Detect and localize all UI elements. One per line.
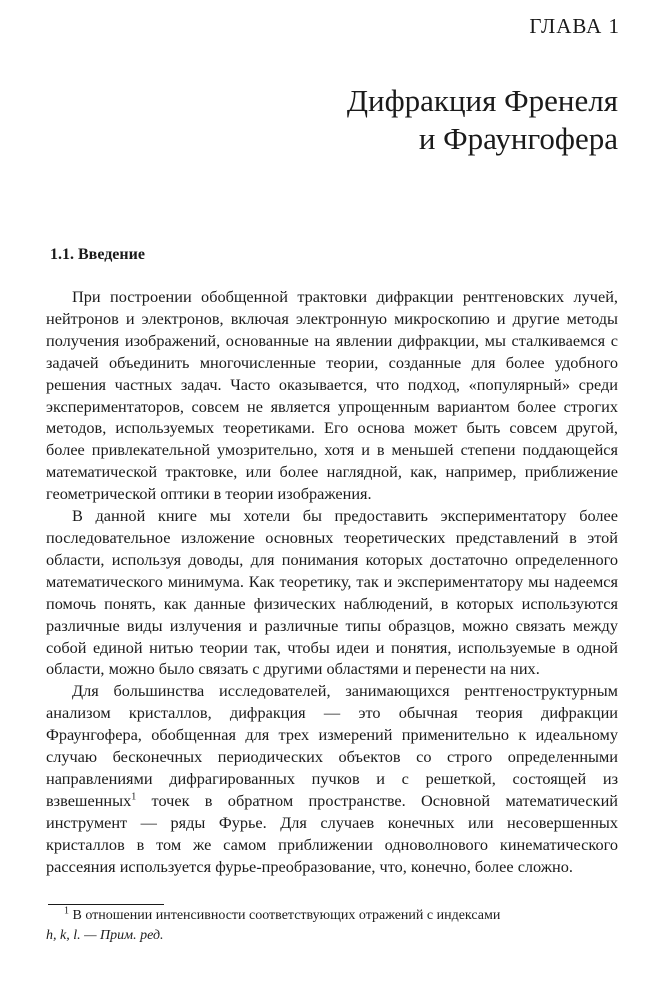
footnote-text: В отношении интенсивности соответствующих отражений с индексами [69,908,501,923]
paragraph-1: При построении обобщенной трактовки дифракции рентгеновских лучей, нейтронов и электронов, включая электронную микроскопию и другие методы получения изображений, основанные на явлении дифракции, мы сталкиваемся с задачей объединить многочисленные теории, созданные для более удобного решения частных задач. Часто оказывается, что подход, «популярный» среди экспериментаторов, совсем не является упрощенным вариантом более строгих методов, используемых теоретиками. Его основа может быть совсем другой, более привлекательной умозрительно, хотя и в меньшей степени поддающейся математической трактовке, или более наглядной, как, например, приближение геометрической оптики в теории изображения. [46,287,618,504]
footnote-reference: 1 [131,791,137,803]
section-heading: 1.1. Введение [50,246,145,263]
footnote [46,906,618,946]
chapter-title-line-2: и Фраунгофера [418,121,618,156]
paragraph-3-text-after: точек в обратном пространстве. Основной математический инструмент — ряды Фурье. Для случаев конечных или несовершенных кристаллов в том же самом приближении одноволнового кинематического рассеяния используется фурье-преобразование, что, конечно, более сложно. [46,790,618,876]
footnote-italic-text: h, k, l. — Прим. ред. [46,928,164,943]
chapter-label: ГЛАВА 1 [529,14,620,38]
body-text [46,286,618,877]
paragraph-2: В данной книге мы хотели бы предоставить экспериментатору более последовательное изложение основных теоретических представлений в этой области, используя доводы, для понимания которых достаточно определенного математического минимума. Как теоретику, так и экспериментатору мы надеемся помочь понять, как данные физических наблюдений, в которых используются различные виды излучения и различные типы образцов, можно связать между собой единой нитью теории так, чтобы идеи и понятия, используемые в одной области, можно было связать с другими областями и перенести на них. [46,506,618,679]
footnote-body [46,906,618,946]
paragraph-3-text-before: Для большинства исследователей, занимающихся рентгеноструктурным анализом кристаллов, дифракция — это обычная теория дифракции Фраунгофера, обобщенная для трех измерений применительно к идеальному случаю бесконечных периодических объектов со строго определенными направлениями дифрагированных пучков и с решеткой, состоящей из взвешенных [46,681,618,810]
paragraph-3 [46,680,618,877]
chapter-title-line-1: Дифракция Френеля [346,83,618,118]
footnote-marker: 1 [64,905,69,917]
chapter-title [347,82,618,158]
